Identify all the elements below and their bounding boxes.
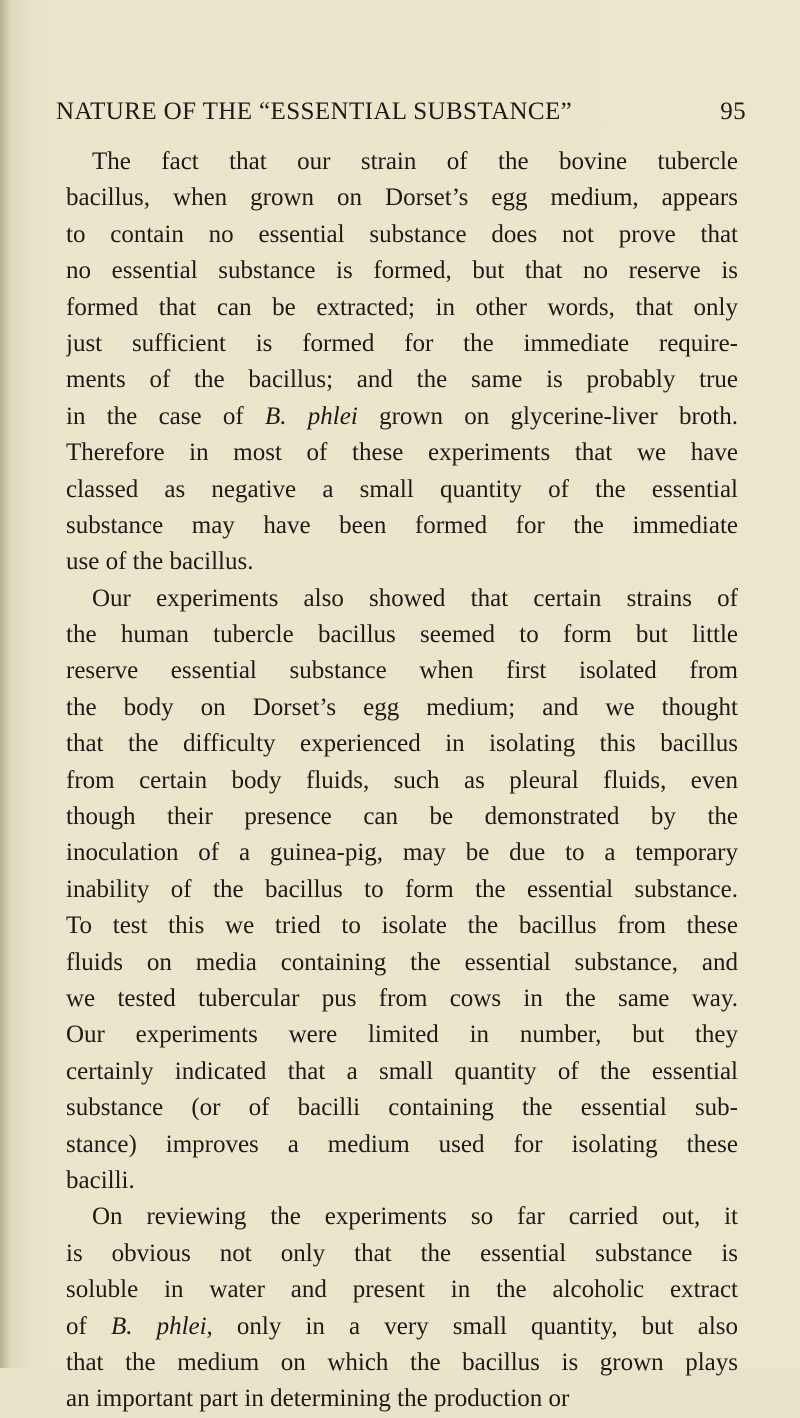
binding-shadow [0,0,10,1368]
page-header [56,98,746,134]
text-line: ments of the bacillus; and the same is probably true [66,366,738,394]
text-line: certainly indicated that a small quantity of the essential [66,1057,738,1085]
text-line: is obvious not only that the essential substance is [66,1239,738,1267]
text-run: grown on glycerine-liver broth. [357,402,738,430]
text-line: no essential substance is formed, but that no reserve is [66,257,738,285]
text-line: though their presence can be demonstrated by the [66,803,738,831]
paragraph [66,144,738,581]
text-run: only in a very small quantity, but also [212,1312,738,1340]
text-line: formed that can be extracted; in other words, that only [66,293,738,321]
species-name: B. phlei [264,402,358,430]
text-line: substance may have been formed for the immediate [66,511,738,539]
text-line: inoculation of a guinea-pig, may be due to a temporary [66,839,738,867]
text-line: we tested tubercular pus from cows in the same way. [66,984,738,1012]
species-name: B. phlei, [110,1312,213,1340]
body-text [66,144,738,1418]
text-line: Our experiments were limited in number, but they [66,1021,738,1049]
text-line: that the difficulty experienced in isolating this bacillus [66,730,738,758]
text-line: Therefore in most of these experiments that we have [66,439,738,467]
text-line: fluids on media containing the essential substance, and [66,948,738,976]
text-line: bacilli. [66,1166,135,1194]
text-line: On reviewing the experiments so far carried out, it [92,1203,738,1231]
text-line: to contain no essential substance does not prove that [66,220,738,248]
text-line: bacillus, when grown on Dorset’s egg medium, appears [66,184,738,212]
page-number: 95 [720,98,746,125]
paragraph [66,581,738,1200]
text-line: soluble in water and present in the alcoholic extract [66,1276,738,1304]
running-title: NATURE OF THE “ESSENTIAL SUBSTANCE” [56,98,573,125]
text-line: use of the bacillus. [66,548,254,576]
text-line [66,399,738,435]
text-line: just sufficient is formed for the immediate require- [66,329,738,357]
text-line: from certain body fluids, such as pleural fluids, even [66,766,738,794]
text-line: substance (or of bacilli containing the essential sub- [66,1094,738,1122]
text-line: an important part in determining the production or [66,1385,570,1413]
text-line: The fact that our strain of the bovine tubercle [92,148,738,175]
text-line: classed as negative a small quantity of the essential [66,475,738,503]
text-line: To test this we tried to isolate the bacillus from these [66,912,738,940]
text-line: stance) improves a medium used for isolating these [66,1130,738,1158]
text-line [66,1309,738,1345]
text-line: the body on Dorset’s egg medium; and we thought [66,693,738,721]
text-line: the human tubercle bacillus seemed to form but little [66,621,738,649]
text-line: Our experiments also showed that certain strains of [92,584,738,612]
text-line: that the medium on which the bacillus is grown plays [66,1348,738,1376]
text-line: inability of the bacillus to form the essential substance. [66,875,738,903]
text-run: in the case of [66,402,265,430]
text-line: reserve essential substance when first isolated from [66,657,738,685]
paragraph [66,1199,738,1417]
text-run: of [66,1312,111,1340]
